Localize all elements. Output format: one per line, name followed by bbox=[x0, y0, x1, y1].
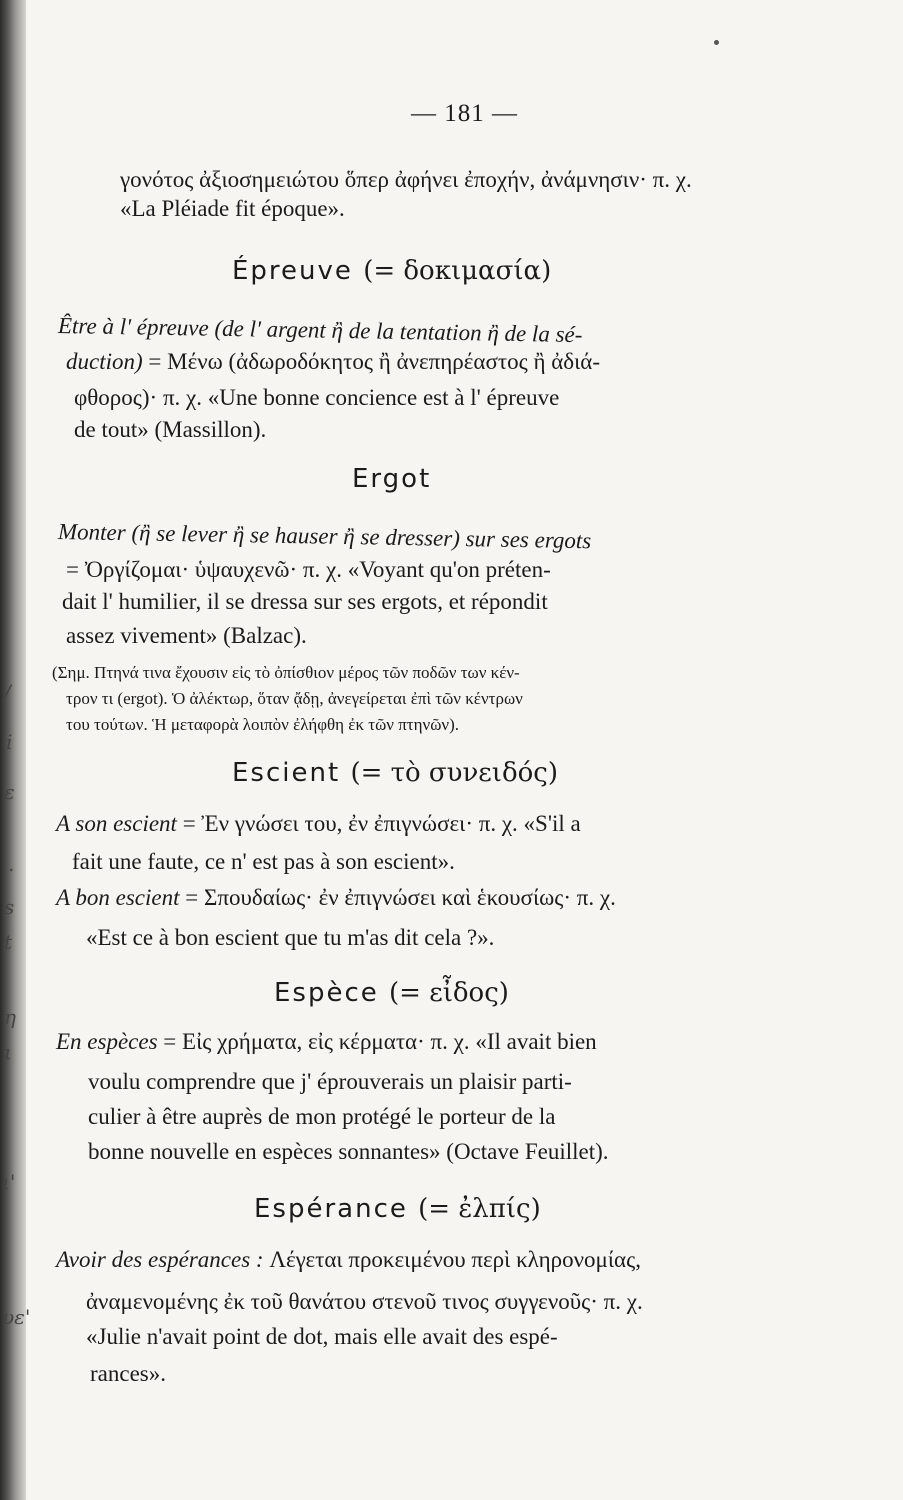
text-line: rances». bbox=[90, 1361, 166, 1386]
heading-greek: (= δοκιμασία) bbox=[363, 256, 552, 286]
translation: = Εἰς χρήματα, εἰς κέρματα· π. χ. «Il avait bien bbox=[157, 1029, 597, 1054]
translation: = Σπουδαίως· ἐν ἐπιγνώσει καὶ ἑκουσίως· π. χ. bbox=[179, 885, 616, 910]
text-line bbox=[56, 812, 581, 835]
translation: Λέγεται προκειμένου περὶ κληρονομίας, bbox=[263, 1247, 641, 1272]
note-line: τρον τι (ergot). Ὁ ἀλέκτωρ, ὅταν ᾄδῃ, ἀνεγείρεται ἐπὶ τῶν κέντρων bbox=[66, 689, 523, 708]
margin-mark: υε' bbox=[2, 1305, 31, 1329]
text-line: bonne nouvelle en espèces sonnantes» (Octave Feuillet). bbox=[88, 1139, 609, 1164]
text-line bbox=[66, 350, 600, 373]
entry-heading-escient bbox=[232, 760, 558, 786]
heading-greek: (= τὸ συνειδός) bbox=[350, 758, 558, 788]
phrase: A son escient bbox=[56, 811, 177, 836]
entry-heading-ergot bbox=[352, 466, 431, 492]
entry-heading-esperance bbox=[254, 1196, 541, 1222]
page-number: — 181 — bbox=[411, 100, 518, 127]
heading-french: Espèce bbox=[274, 978, 379, 1008]
text-line: γονότος ἀξιοσημειώτου ὅπερ ἀφήνει ἐποχήν, ἀνάμνησιν· π. χ. bbox=[120, 167, 692, 192]
text-line: fait une faute, ce n' est pas à son escient». bbox=[72, 849, 455, 874]
text-line: assez vivement» (Balzac). bbox=[66, 623, 307, 648]
text-line: de tout» (Massillon). bbox=[74, 417, 267, 442]
margin-mark: . bbox=[8, 852, 15, 876]
heading-french: Espérance bbox=[254, 1194, 408, 1224]
text-line: «Julie n'avait point de dot, mais elle avait des espé- bbox=[86, 1324, 558, 1349]
translation: = Μένω (ἀδωροδόκητος ἢ ἀνεπηρέαστος ἢ ἀδιά- bbox=[142, 349, 601, 374]
text-line: voulu comprendre que j' éprouverais un plaisir parti- bbox=[88, 1069, 572, 1094]
translation: = Ἐν γνώσει του, ἐν ἐπιγνώσει· π. χ. «S'il a bbox=[176, 811, 581, 836]
heading-french: Escient bbox=[232, 758, 341, 788]
text-line: dait l' humilier, il se dressa sur ses ergots, et répondit bbox=[62, 589, 548, 614]
margin-mark: s bbox=[4, 895, 15, 919]
entry-heading-epreuve bbox=[232, 258, 551, 284]
text-line: Monter (ἢ se lever ἢ se hauser ἢ se dresser) sur ses ergots bbox=[57, 519, 592, 554]
margin-mark: i bbox=[6, 730, 13, 754]
text-line: culier à être auprès de mon protégé le porteur de la bbox=[88, 1104, 556, 1129]
note-line: του τούτων. Ἡ μεταφορὰ λοιπὸν ἐλήφθη ἐκ τῶν πτηνῶν). bbox=[66, 715, 460, 734]
margin-mark: ι bbox=[4, 1040, 12, 1064]
book-binding bbox=[0, 0, 26, 1500]
heading-french: Ergot bbox=[352, 464, 432, 494]
heading-greek: (= ἐλπίς) bbox=[418, 1194, 541, 1224]
text-line bbox=[56, 886, 616, 909]
ink-dot bbox=[714, 40, 719, 45]
note-line: (Σημ. Πτηνά τινα ἔχουσιν εἰς τὸ ὀπίσθιον μέρος τῶν ποδῶν των κέν- bbox=[52, 663, 520, 682]
phrase: En espèces bbox=[56, 1029, 158, 1054]
text-line: «Est ce à bon escient que tu m'as dit cela ?». bbox=[86, 925, 495, 950]
margin-mark: / bbox=[4, 680, 11, 704]
phrase: A bon escient bbox=[56, 885, 180, 910]
heading-french: Épreuve bbox=[232, 256, 353, 286]
text-line: Être à l' épreuve (de l' argent ἢ de la tentation ἢ de la sé- bbox=[57, 313, 583, 348]
margin-mark: ε bbox=[4, 780, 15, 804]
margin-mark: ι' bbox=[2, 1170, 16, 1194]
phrase: Avoir des espérances : bbox=[56, 1247, 264, 1272]
book-page bbox=[2, 0, 903, 1500]
heading-greek: (= εἶδος) bbox=[389, 978, 509, 1008]
entry-heading-espece bbox=[274, 980, 509, 1006]
text-line: «La Pléiade fit époque». bbox=[120, 196, 345, 221]
text-line: ἀναμενομένης ἐκ τοῦ θανάτου στενοῦ τινος συγγενοῦς· π. χ. bbox=[86, 1289, 643, 1314]
margin-mark: t bbox=[4, 930, 13, 954]
margin-mark: η bbox=[4, 1005, 16, 1029]
phrase: duction) bbox=[66, 349, 143, 374]
text-line bbox=[56, 1030, 597, 1053]
text-line: φθορος)· π. χ. «Une bonne concience est à l' épreuve bbox=[74, 385, 560, 410]
text-line bbox=[56, 1248, 641, 1271]
text-line: = Ὀργίζομαι· ὑψαυχενῶ· π. χ. «Voyant qu'on préten- bbox=[66, 557, 551, 582]
